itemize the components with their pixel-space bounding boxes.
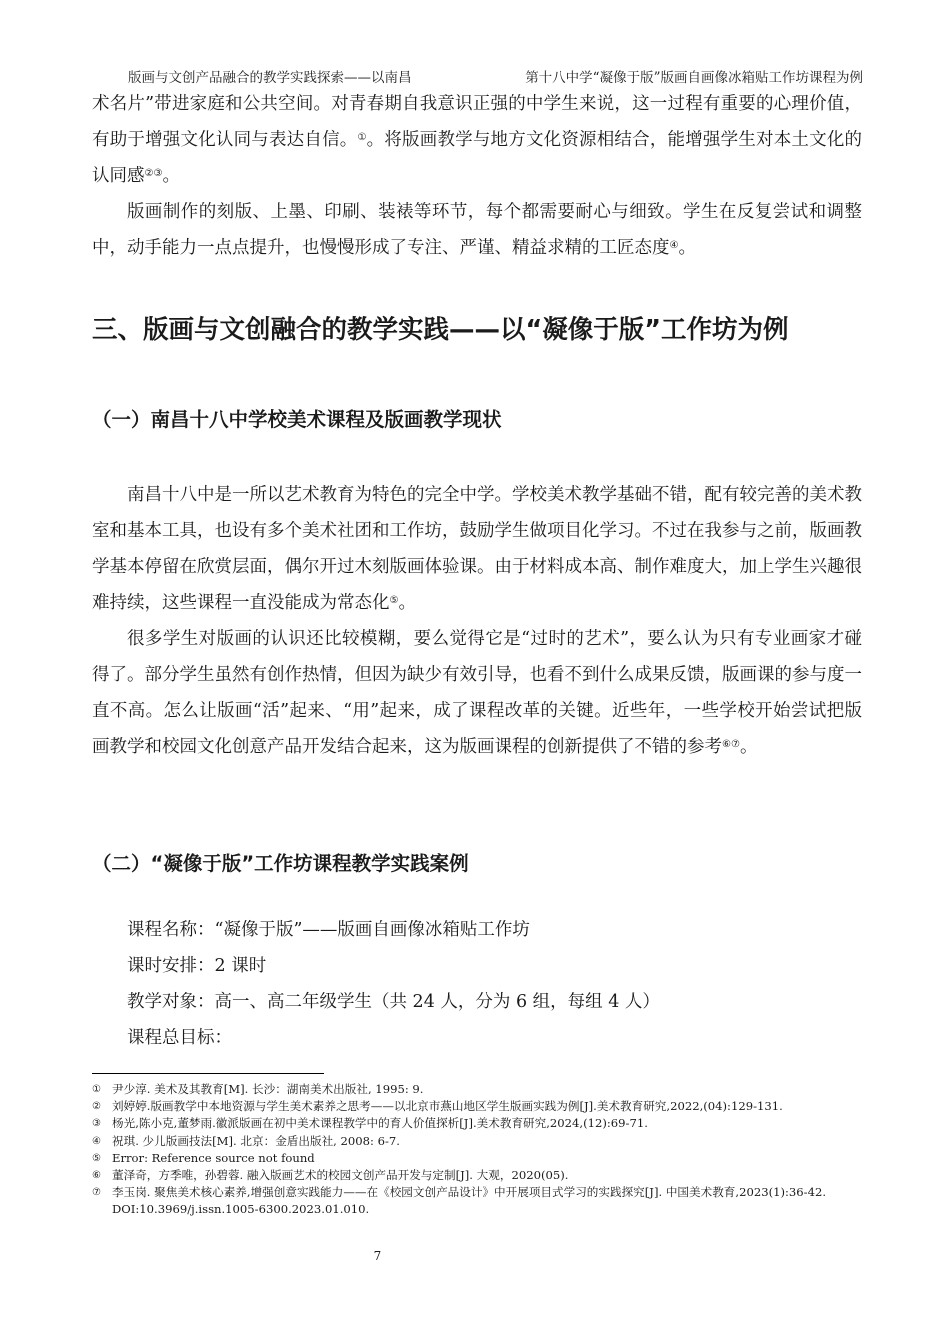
subsection-1-body (92, 477, 862, 765)
footnote-item (92, 1133, 862, 1150)
footnote-mark: ② (92, 1101, 101, 1113)
footnote-mark: ⑦ (92, 1187, 101, 1199)
sub1-paragraph-2 (92, 621, 862, 765)
footnote-text: 董泽奇，方季唯，孙碧蓉. 融入版画艺术的校园文创产品开发与定制[J]. 大观，2020(05). (112, 1168, 569, 1183)
footnote-ref-2-3[interactable]: ②③ (144, 168, 163, 179)
footnote-item (92, 1098, 862, 1115)
footnotes (92, 1081, 862, 1219)
course-name-line: 课程名称：“凝像于版”——版画自画像冰箱贴工作坊 (127, 920, 530, 940)
footnote-text: 李玉岗. 聚焦美术核心素养,增强创意实践能力——在《校园文创产品设计》中开展项目式学习的实践探究[J]. 中国美术教育,2023(1):36-42. DOI:10.3969/j.issn.1005-6300.2023.01.010. (112, 1185, 827, 1217)
footnote-text: 尹少淳. 美术及其教育[M]. 长沙：湖南美术出版社, 1995: 9. (112, 1082, 424, 1096)
footnote-mark: ⑤ (92, 1152, 101, 1164)
header-right: 第十八中学“凝像于版”版画自画像冰箱贴工作坊课程为例 (525, 70, 863, 86)
course-goal-line: 课程总目标： (127, 1028, 232, 1048)
footnote-text: Error: Reference source not found (112, 1150, 315, 1165)
sub1-p2-end: 。 (739, 737, 758, 757)
footnote-separator (92, 1073, 324, 1074)
footnote-text: 刘婷婷.版画教学中本地资源与学生美术素养之思考——以北京市燕山地区学生版画实践为例[J].美术教育研究,2022,(04):129-131. (112, 1099, 783, 1114)
sub1-paragraph-1 (92, 477, 862, 621)
course-hours-line: 课时安排：2 课时 (127, 956, 267, 976)
footnote-ref-1[interactable]: ① (357, 132, 367, 143)
intro-p2-end: 。 (678, 238, 696, 258)
course-info-list (127, 912, 660, 1056)
subsection-1-heading: （一）南昌十八中学校美术课程及版画教学现状 (92, 408, 502, 431)
footnote-text: 祝琪. 少儿版画技法[M]. 北京：金盾出版社, 2008: 6-7. (112, 1133, 400, 1148)
header-left: 版画与文创产品融合的教学实践探索——以南昌 (128, 70, 412, 86)
sub1-p1-text: 南昌十八中是一所以艺术教育为特色的完全中学。学校美术教学基础不错，配有较完善的美术教室和基本工具，也设有多个美术社团和工作坊，鼓励学生做项目化学习。不过在我参与之前，版画教学基本停留在欣赏层面，偶尔开过木刻版画体验课。由于材料成本高、制作难度大，加上学生兴趣很难持续，这些课程一直没能成为常态化 (92, 485, 862, 613)
section-3-heading: 三、版画与文创融合的教学实践——以“凝像于版”工作坊为例 (92, 315, 789, 345)
course-audience-line: 教学对象：高一、高二年级学生（共 24 人，分为 6 组，每组 4 人） (127, 992, 660, 1012)
footnote-text: 杨光,陈小克,董梦雨.徽派版画在初中美术课程教学中的育人价值探析[J].美术教育研究,2024,(12):69-71. (112, 1116, 648, 1131)
footnote-ref-4[interactable]: ④ (669, 240, 679, 251)
footnote-item (92, 1115, 862, 1132)
footnote-item (92, 1150, 862, 1167)
footnote-item (92, 1081, 862, 1098)
page-number: 7 (373, 1249, 382, 1263)
intro-paragraph-2 (92, 194, 862, 266)
intro-p1-text-a: 术名片”带进家庭和公共空间。对青春期自我意识正强的中学生来说，这一过程有重要的心理价值，有助于增强文化认同与表达自信。 (92, 94, 862, 150)
intro-paragraphs (92, 86, 862, 266)
footnote-mark: ⑥ (92, 1170, 101, 1182)
intro-p1-text-c: 。 (162, 166, 180, 186)
running-header (128, 66, 863, 86)
intro-p2-text: 版画制作的刻版、上墨、印刷、装裱等环节，每个都需要耐心与细致。学生在反复尝试和调整中，动手能力一点点提升，也慢慢形成了专注、严谨、精益求精的工匠态度 (92, 202, 862, 258)
footnote-ref-5[interactable]: ⑤ (389, 595, 399, 606)
sub1-p2-text: 很多学生对版画的认识还比较模糊，要么觉得它是“过时的艺术”，要么认为只有专业画家才碰得了。部分学生虽然有创作热情，但因为缺少有效引导，也看不到什么成果反馈，版画课的参与度一直不高。怎么让版画“活”起来、“用”起来，成了课程改革的关键。近些年，一些学校开始尝试把版画教学和校园文化创意产品开发结合起来，这为版画课程的创新提供了不错的参考 (92, 629, 862, 757)
footnote-item (92, 1167, 862, 1184)
footnote-mark: ③ (92, 1118, 101, 1130)
intro-paragraph-1 (92, 86, 862, 194)
footnote-mark: ④ (92, 1135, 101, 1147)
sub1-p1-end: 。 (398, 593, 416, 613)
intro-p1-text-b: 。将版画教学与地方文化资源相结合，能增强学生对本土文化的认同感 (92, 130, 863, 186)
footnote-ref-6-7[interactable]: ⑥⑦ (722, 739, 740, 750)
subsection-2-heading: （二）“凝像于版”工作坊课程教学实践案例 (92, 852, 469, 875)
footnote-item (92, 1184, 862, 1218)
footnote-mark: ① (92, 1084, 101, 1095)
